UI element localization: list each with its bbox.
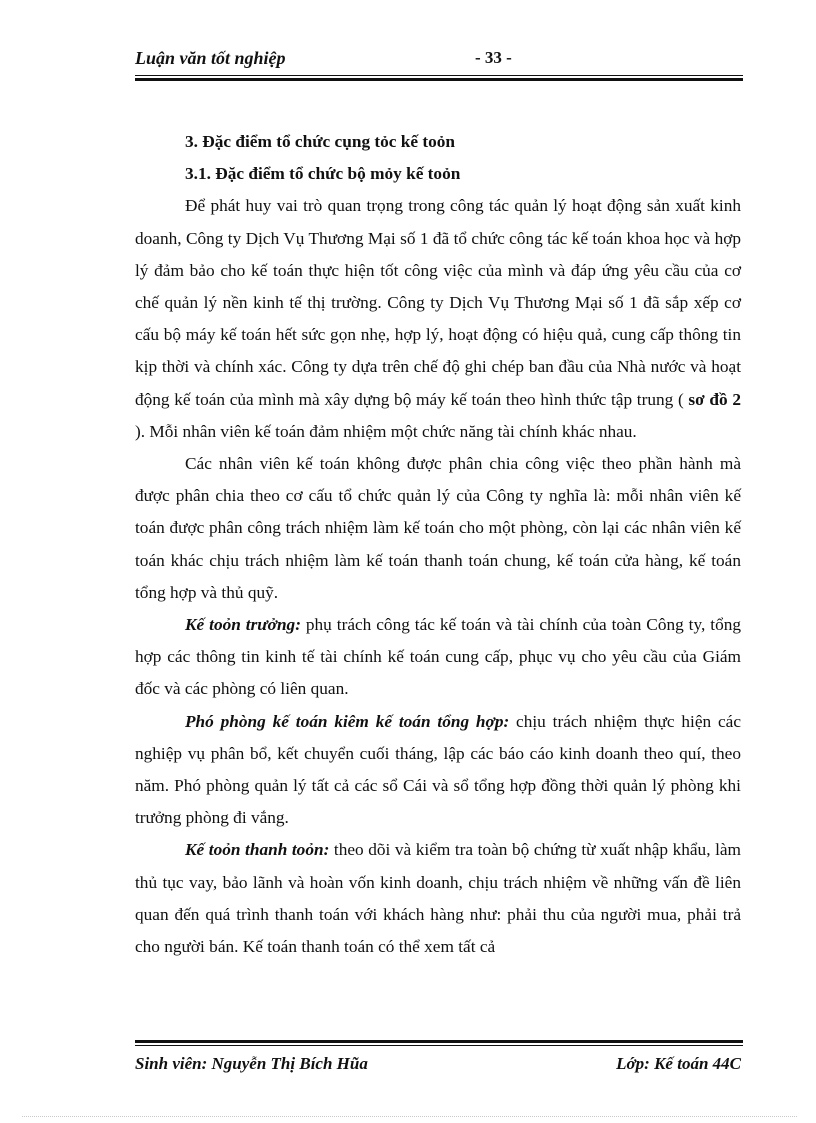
paragraph-3-text: phụ trách công tác kế toán và tài chính của toàn Công ty, tổng hợp các thông tin kinh tế tài chính kế toán cung cấp, phục vụ cho yêu cầu của Giám đốc và các phòng có liên quan. <box>135 615 741 699</box>
footer-rule-thin <box>135 1045 743 1046</box>
footer-rule-thick <box>135 1040 743 1043</box>
page-header <box>135 48 743 74</box>
role-chief-accountant: Kế toỏn trưởng: <box>185 615 301 635</box>
paragraph-4-text: chịu trách nhiệm thực hiện các nghiệp vụ phân bổ, kết chuyển cuối tháng, lập các báo cáo kinh doanh theo quí, theo năm. Phó phòng quản lý tất cả các sổ Cái và sổ tổng hợp đồng thời quản lý phòng khi trưởng phòng đi vắng. <box>135 711 741 828</box>
page-border-dotted <box>22 1116 797 1117</box>
paragraph-5-text: theo dõi và kiểm tra toàn bộ chứng từ xuất nhập khẩu, làm thủ tục vay, bảo lãnh và hoàn vốn kinh doanh, chịu trách nhiệm về những vấn đề liên quan đến quá trình thanh toán với khách hàng như: phải thu của người mua, phải trả cho người bán. Kế toán thanh toán có thể xem tất cả <box>135 840 741 957</box>
header-rule-thick <box>135 78 743 81</box>
paragraph-1-text-b: ). Mỗi nhân viên kế toán đảm nhiệm một chức năng tài chính khác nhau. <box>135 421 637 441</box>
paragraph-5 <box>135 834 741 963</box>
header-rule-thin <box>135 75 743 76</box>
thesis-title: Luận văn tốt nghiệp <box>135 48 286 68</box>
paragraph-4 <box>135 706 741 835</box>
paragraph-1 <box>135 190 741 448</box>
role-payment-accountant: Kế toỏn thanh toỏn: <box>185 840 330 860</box>
paragraph-2: Các nhân viên kế toán không được phân chia công việc theo phần hành mà được phân chia theo cơ cấu tổ chức quản lý của Công ty nghĩa là: mỗi nhân viên kế toán được phân công trách nhiệm làm kế toán cho một phòng, còn lại các nhân viên kế toán khác chịu trách nhiệm làm kế toán thanh toán chung, kế toán cửa hàng, kế toán tổng hợp và thủ quỹ. <box>135 454 741 602</box>
page-number: - 33 - <box>475 48 512 67</box>
document-body <box>135 126 741 963</box>
subsection-heading: 3.1. Đặc điểm tổ chức bộ mỏy kế toỏn <box>185 164 461 184</box>
page-footer <box>135 1054 741 1080</box>
paragraph-3 <box>135 609 741 706</box>
role-deputy-accountant: Phó phòng kế toán kiêm kế toán tổng hợp: <box>185 711 510 731</box>
section-heading: 3. Đặc điểm tổ chức cụng tỏc kế toỏn <box>185 132 456 151</box>
diagram-reference: sơ đồ 2 <box>688 389 742 409</box>
class-name: Lớp: Kế toán 44C <box>616 1054 741 1073</box>
paragraph-1-text-a: Để phát huy vai trò quan trọng trong công tác quản lý hoạt động sản xuất kinh doanh, Công ty Dịch Vụ Thương Mại số 1 đã tổ chức công tác kế toán khoa học và hợp lý đảm bảo cho kế toán thực hiện tốt công việc của mình và đáp ứng yêu cầu của cơ chế quản lý nền kinh tế thị trường. Công ty Dịch Vụ Thương Mại số 1 đã sắp xếp cơ cấu bộ máy kế toán hết sức gọn nhẹ, hợp lý, hoạt động có hiệu quả, cung cấp thông tin kịp thời và chính xác. Công ty dựa trên chế độ ghi chép ban đầu của Nhà nước và hoạt động kế toán của mình mà xây dựng bộ máy kế toán theo hình thức tập trung ( <box>135 196 741 409</box>
student-name: Sinh viên: Nguyễn Thị Bích Hũa <box>135 1054 368 1073</box>
